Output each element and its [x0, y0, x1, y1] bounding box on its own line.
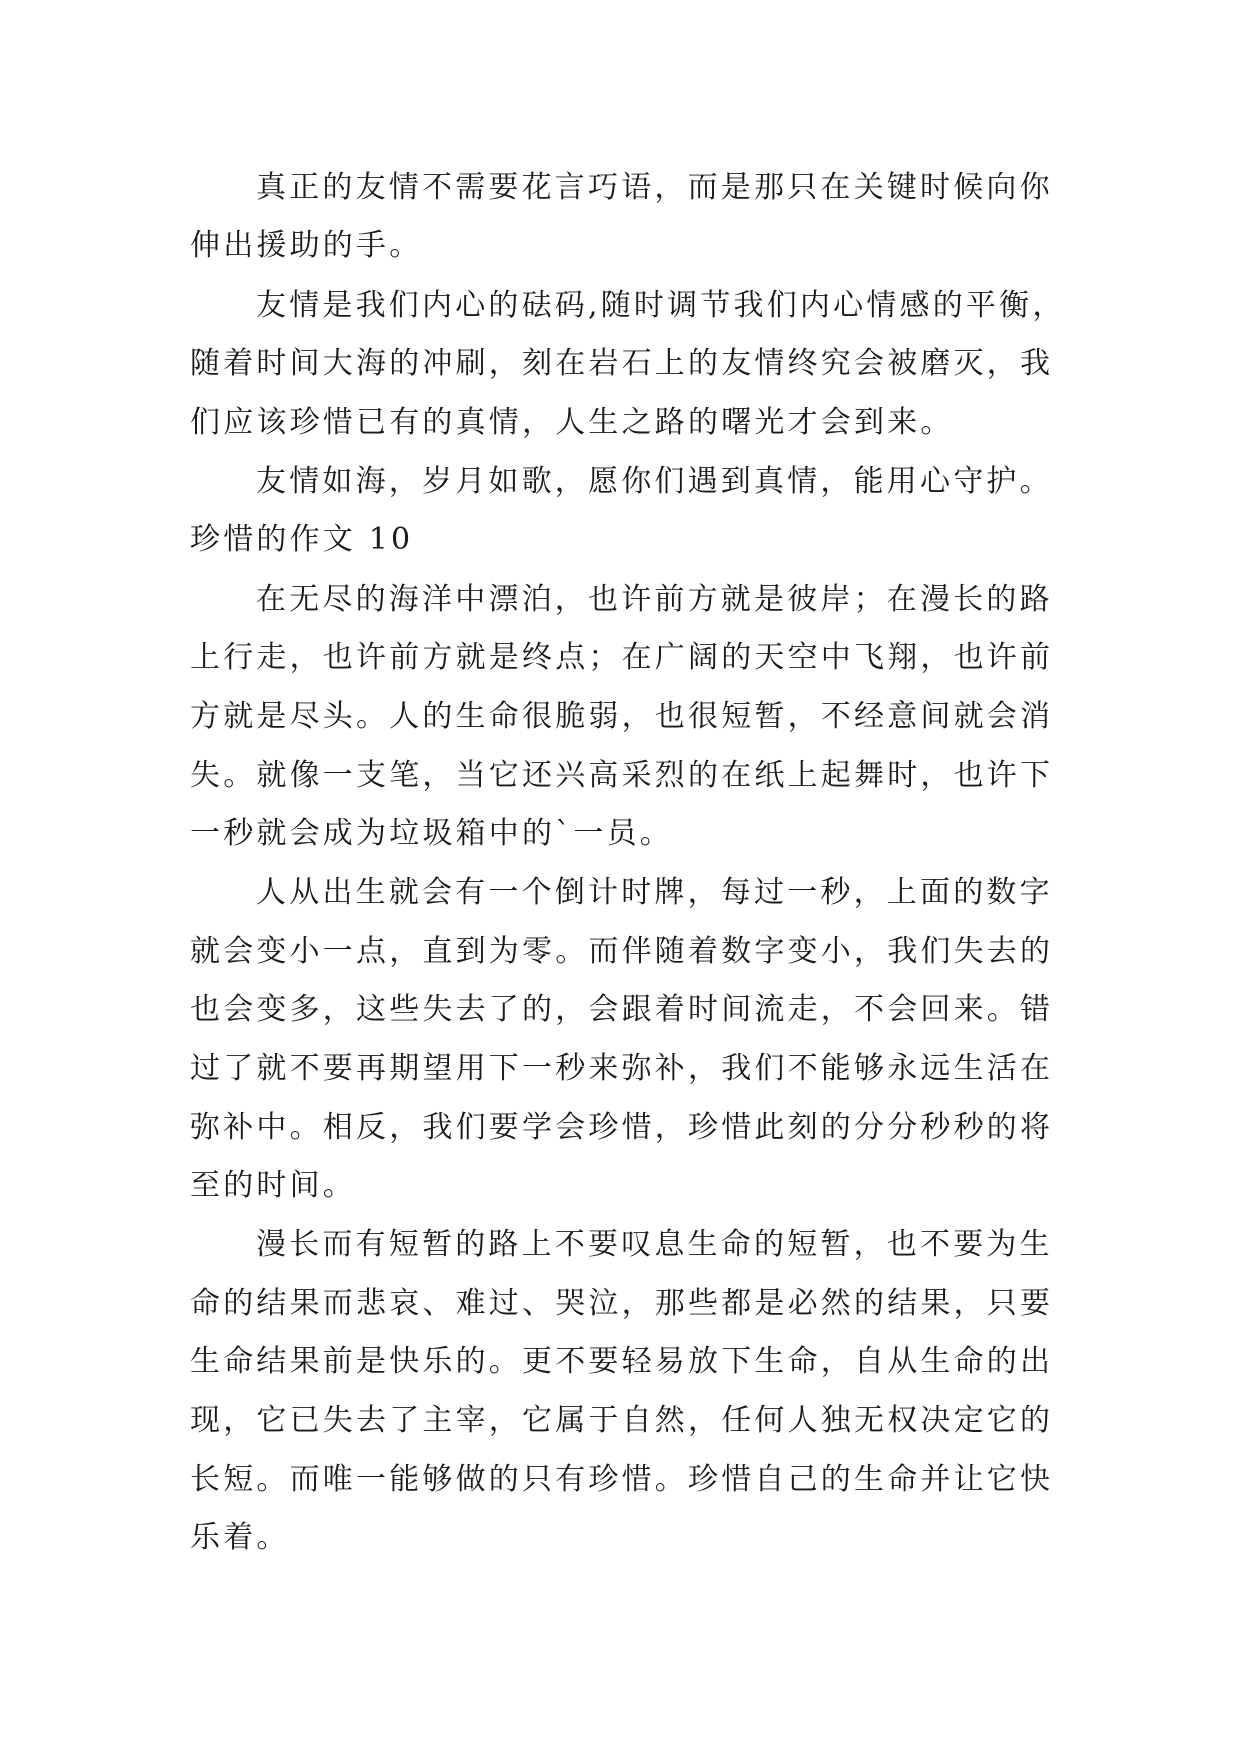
paragraph-line: 弥补中。相反，我们要学会珍惜，珍惜此刻的分分秒秒的将 — [190, 1110, 1054, 1145]
paragraph-line: 至的时间。 — [190, 1168, 356, 1203]
paragraph-line: 友情如海，岁月如歌，愿你们遇到真情，能用心守护。 — [256, 464, 1053, 499]
paragraph-line: 们应该珍惜已有的真情，人生之路的曙光才会到来。 — [190, 405, 954, 440]
paragraph-line: 乐着。 — [190, 1520, 290, 1555]
paragraph-line: 人从出生就会有一个倒计时牌，每过一秒，上面的数字 — [256, 875, 1053, 910]
paragraph-line: 一秒就会成为垃圾箱中的`一员。 — [190, 816, 673, 851]
paragraph-line: 过了就不要再期望用下一秒来弥补，我们不能够永远生活在 — [190, 1051, 1054, 1086]
paragraph-line: 命的结果而悲哀、难过、哭泣，那些都是必然的结果，只要 — [190, 1286, 1054, 1321]
paragraph-line: 友情是我们内心的砝码,随时调节我们内心情感的平衡， — [256, 288, 1066, 323]
paragraph-line: 真正的友情不需要花言巧语，而是那只在关键时候向你 — [256, 170, 1053, 205]
section-heading: 珍惜的作文 10 — [190, 522, 414, 557]
paragraph-line: 失。就像一支笔，当它还兴高采烈的在纸上起舞时，也许下 — [190, 758, 1054, 793]
paragraph-line: 在无尽的海洋中漂泊，也许前方就是彼岸；在漫长的路 — [256, 582, 1053, 617]
paragraph-line: 也会变多，这些失去了的，会跟着时间流走，不会回来。错 — [190, 992, 1054, 1027]
paragraph-line: 就会变小一点，直到为零。而伴随着数字变小，我们失去的 — [190, 934, 1054, 969]
paragraph-line: 上行走，也许前方就是终点；在广阔的天空中飞翔，也许前 — [190, 640, 1054, 675]
paragraph-line: 随着时间大海的冲刷，刻在岩石上的友情终究会被磨灭，我 — [190, 346, 1054, 381]
paragraph-line: 漫长而有短暂的路上不要叹息生命的短暂，也不要为生 — [256, 1227, 1053, 1262]
paragraph-line: 方就是尽头。人的生命很脆弱，也很短暂，不经意间就会消 — [190, 699, 1054, 734]
paragraph-line: 伸出援助的手。 — [190, 228, 423, 263]
paragraph-line: 长短。而唯一能够做的只有珍惜。珍惜自己的生命并让它快 — [190, 1462, 1054, 1497]
paragraph-line: 现，它已失去了主宰，它属于自然，任何人独无权决定它的 — [190, 1403, 1054, 1438]
paragraph-line: 生命结果前是快乐的。更不要轻易放下生命，自从生命的出 — [190, 1344, 1054, 1379]
